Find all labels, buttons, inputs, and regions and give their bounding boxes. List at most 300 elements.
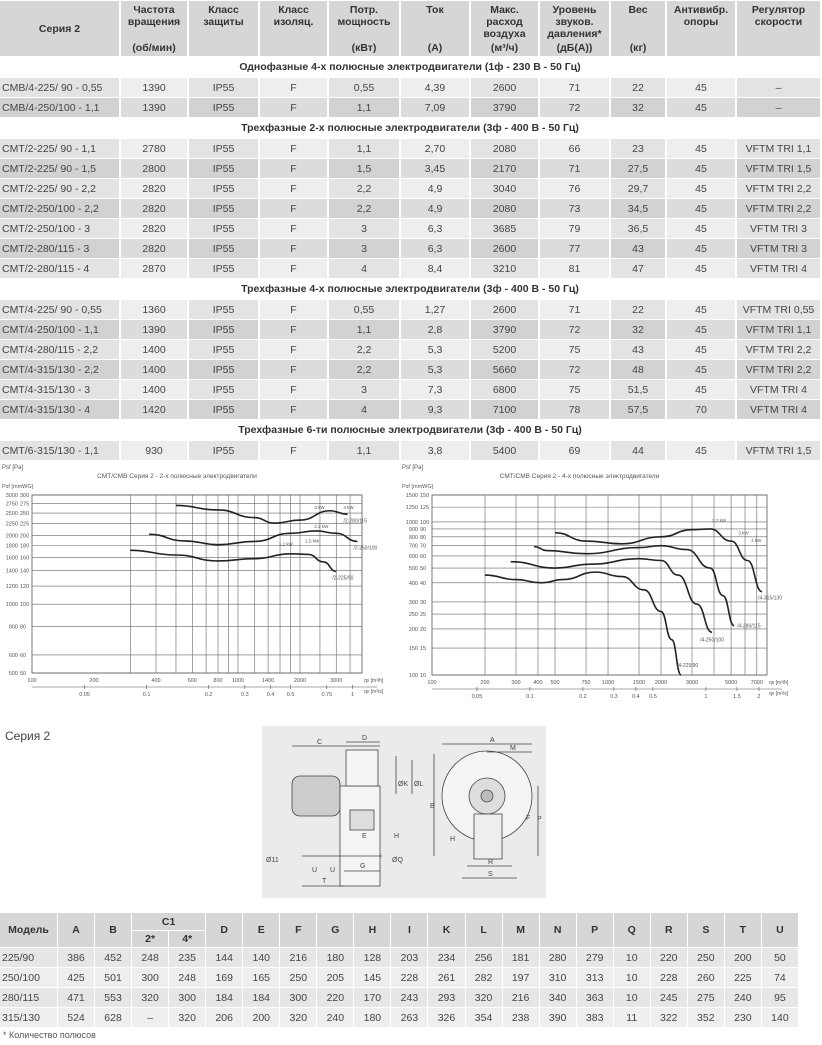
model-name: CMT/2-280/115 - 4 [0, 259, 119, 278]
cell: 145 [354, 968, 390, 987]
chart-title: CMT/CMB Серия 2 - 4-х полюсные электродвигатели [499, 473, 660, 480]
x-tick-label: 200 [480, 680, 490, 686]
cell: 45 [667, 199, 735, 218]
cell: 230 [725, 1008, 761, 1027]
cell: 4 [329, 400, 399, 419]
x2-tick-label: 0.4 [632, 694, 640, 700]
cell: F [260, 441, 327, 460]
svg-text:U: U [330, 867, 336, 874]
cell: 72 [540, 360, 609, 379]
cell: 3790 [471, 98, 538, 117]
y2-tick-label: 120 [20, 584, 30, 591]
cell: 169 [206, 968, 242, 987]
x2-tick-label: 0.5 [649, 694, 657, 700]
y-tick-label: 600 [8, 652, 18, 659]
cell: 27,5 [611, 159, 665, 178]
cell: 4 [329, 259, 399, 278]
cell: 279 [577, 948, 613, 967]
cell: 45 [667, 340, 735, 359]
dim-header: E [243, 913, 279, 947]
column-header [540, 1, 609, 56]
section-title: Однофазные 4-х полюсные электродвигатели (1ф - 230 В - 50 Гц) [0, 57, 820, 77]
y-tick-label: 2750 [5, 501, 18, 508]
cell: 7,3 [401, 380, 469, 399]
cell: 0,55 [329, 78, 399, 97]
cell: F [260, 139, 327, 158]
cell: 2,2 [329, 360, 399, 379]
cell: 300 [169, 988, 205, 1007]
cell: 282 [466, 968, 502, 987]
cell: 248 [132, 948, 168, 967]
y2-tick-label: 200 [20, 533, 30, 540]
series-label: Серия 2 [5, 729, 51, 743]
cell: 2820 [121, 239, 187, 258]
y2-tick-label: 10 [420, 673, 427, 679]
cell: F [260, 259, 327, 278]
cell: 34,5 [611, 199, 665, 218]
model-name: 280/115 [0, 988, 57, 1007]
column-header [471, 1, 538, 56]
y-tick-label: 800 [408, 534, 418, 541]
cell: 45 [667, 441, 735, 460]
cell: 313 [577, 968, 613, 987]
pole-subheader: 4* [169, 931, 205, 947]
cell: 45 [667, 179, 735, 198]
y-tick-label: 300 [408, 599, 418, 606]
y2-tick-label: 25 [420, 612, 427, 619]
cell: 1,1 [329, 441, 399, 460]
table-row [0, 259, 820, 278]
column-title: Серия 2 [38, 22, 81, 35]
cell: 184 [243, 988, 279, 1007]
y-tick-label: 2250 [5, 521, 18, 528]
y-tick-label: 1400 [5, 568, 18, 575]
cell: 240 [317, 1008, 353, 1027]
svg-text:C: C [317, 739, 323, 746]
y2-tick-label: 60 [420, 553, 427, 560]
svg-text:Ø11: Ø11 [266, 857, 279, 864]
cell: 322 [651, 1008, 687, 1027]
cell: 8,4 [401, 259, 469, 278]
cell: 78 [540, 400, 609, 419]
cell: 2820 [121, 199, 187, 218]
x-tick-label: 300 [511, 680, 521, 686]
cell: IP55 [189, 380, 258, 399]
y2-tick-label: 225 [20, 521, 30, 528]
section-row [0, 420, 820, 440]
x2-tick-label: 0.1 [526, 694, 534, 700]
cell: IP55 [189, 340, 258, 359]
cell: 36,5 [611, 219, 665, 238]
cell: 3685 [471, 219, 538, 238]
y-tick-label: 900 [408, 526, 418, 533]
cell: 3790 [471, 320, 538, 339]
cell: 43 [611, 340, 665, 359]
cell: IP55 [189, 139, 258, 158]
cell: 165 [243, 968, 279, 987]
cell: 234 [428, 948, 464, 967]
cell: 310 [540, 968, 576, 987]
cell: IP55 [189, 400, 258, 419]
cell: 228 [391, 968, 427, 987]
cell: IP55 [189, 300, 258, 319]
column-title: Потр. мощность [337, 4, 391, 28]
y-tick-label: 2000 [5, 533, 18, 540]
table-row [0, 968, 798, 987]
table-row [0, 360, 820, 379]
column-header [401, 1, 469, 56]
cell: 170 [354, 988, 390, 1007]
cell: 45 [667, 380, 735, 399]
x2-tick-label: 1.5 [733, 694, 741, 700]
svg-text:G: G [360, 863, 366, 870]
y-tick-label: 150 [408, 646, 418, 653]
column-header [121, 1, 187, 56]
y2-tick-label: 80 [420, 534, 427, 541]
cell: 66 [540, 139, 609, 158]
cell: 184 [206, 988, 242, 1007]
cell: 6800 [471, 380, 538, 399]
cell: 216 [503, 988, 539, 1007]
cell: 2780 [121, 139, 187, 158]
cell: 501 [95, 968, 131, 987]
table-row [0, 139, 820, 158]
y-tick-label: 1000 [405, 519, 418, 526]
cell: 144 [206, 948, 242, 967]
cell: 4,39 [401, 78, 469, 97]
cell: 6,3 [401, 239, 469, 258]
cell: 256 [466, 948, 502, 967]
cell: 326 [428, 1008, 464, 1027]
cell: 220 [317, 988, 353, 1007]
table-row [0, 239, 820, 258]
dim-header: N [540, 913, 576, 947]
dim-header: L [466, 913, 502, 947]
x2-tick-label: 0.05 [471, 694, 483, 700]
table-row [0, 1008, 798, 1027]
cell: 452 [95, 948, 131, 967]
y2-tick-label: 60 [20, 652, 27, 659]
model-name: CMT/2-225/ 90 - 1,1 [0, 139, 119, 158]
y2-tick-label: 50 [420, 566, 427, 573]
chart-2-pole [0, 460, 400, 705]
column-title: Антивибр. опоры [673, 4, 729, 28]
column-unit: (кг) [629, 42, 647, 54]
cell: 128 [354, 948, 390, 967]
column-title: Уровень звуков. давления* [547, 4, 602, 40]
cell: VFTM TRI 3 [737, 239, 820, 258]
x-tick-label: 750 [581, 680, 591, 686]
y-tick-label: 500 [8, 671, 18, 677]
cell: F [260, 320, 327, 339]
svg-text:F: F [526, 815, 531, 822]
cell: 7100 [471, 400, 538, 419]
dim-header: U [762, 913, 798, 947]
y2-axis-label: Psf [mmWG] [2, 484, 34, 490]
cell: 1400 [121, 340, 187, 359]
cell: F [260, 179, 327, 198]
column-header [189, 1, 258, 56]
dim-header: A [58, 913, 94, 947]
model-name: CMB/4-250/100 - 1,1 [0, 98, 119, 117]
cell: 553 [95, 988, 131, 1007]
side-view [292, 742, 412, 886]
model-name: CMB/4-225/ 90 - 0,55 [0, 78, 119, 97]
cell: 628 [95, 1008, 131, 1027]
series-label: /4-225/90 [677, 663, 699, 669]
y-tick-label: 250 [408, 612, 418, 619]
svg-text:B: B [430, 803, 435, 810]
cell: 71 [540, 78, 609, 97]
cell: 4,9 [401, 199, 469, 218]
cell: 45 [667, 300, 735, 319]
cell: 45 [667, 239, 735, 258]
y-axis-label: Psf [Pa] [402, 465, 424, 471]
cell: – [737, 78, 820, 97]
cell: 43 [611, 239, 665, 258]
plot-area [32, 495, 362, 673]
y2-tick-label: 50 [20, 671, 27, 677]
column-header [0, 1, 119, 56]
cell: IP55 [189, 259, 258, 278]
cell: VFTM TRI 2,2 [737, 179, 820, 198]
x-tick-label: 400 [151, 678, 161, 684]
y-tick-label: 3000 [5, 493, 18, 499]
series-label: /2-225/90 [332, 575, 354, 582]
x2-tick-label: 0.2 [204, 692, 213, 698]
model-name: CMT/4-315/130 - 2,2 [0, 360, 119, 379]
power-annotation: 2,2 kW [712, 517, 727, 523]
model-name: CMT/4-315/130 - 4 [0, 400, 119, 419]
cell: 386 [58, 948, 94, 967]
cell: 6,3 [401, 219, 469, 238]
cell: 2,2 [329, 340, 399, 359]
cell: F [260, 380, 327, 399]
cell: 48 [611, 360, 665, 379]
x-tick-label: 600 [187, 678, 197, 684]
cell: 140 [243, 948, 279, 967]
table-row [0, 219, 820, 238]
svg-text:E: E [362, 833, 367, 840]
cell: 293 [428, 988, 464, 1007]
dim-header: S [688, 913, 724, 947]
table-row [0, 340, 820, 359]
cell: 243 [391, 988, 427, 1007]
cell: VFTM TRI 1,5 [737, 441, 820, 460]
column-unit: (об/мин) [132, 42, 176, 54]
cell: 2,2 [329, 179, 399, 198]
section-title: Трехфазные 2-х полюсные электродвигатели (3ф - 400 В - 50 Гц) [0, 118, 820, 138]
svg-text:D: D [362, 735, 368, 742]
cell: 22 [611, 78, 665, 97]
cell: – [132, 1008, 168, 1027]
y-tick-label: 2500 [5, 511, 18, 518]
section-row [0, 118, 820, 138]
model-name: CMT/2-280/115 - 3 [0, 239, 119, 258]
svg-text:S: S [488, 871, 493, 878]
table-row [0, 199, 820, 218]
cell: 930 [121, 441, 187, 460]
cell: 32 [611, 98, 665, 117]
x-axis-label: qv [m³/h] [364, 678, 384, 684]
cell: 2800 [121, 159, 187, 178]
column-unit: (м³/ч) [490, 42, 519, 54]
dim-header: B [95, 913, 131, 947]
cell: 363 [577, 988, 613, 1007]
cell: 1420 [121, 400, 187, 419]
svg-text:ØK: ØK [398, 781, 409, 788]
cell: 3210 [471, 259, 538, 278]
y2-tick-label: 100 [420, 519, 430, 526]
cell: 2,8 [401, 320, 469, 339]
series-label: /4-280/115 [737, 623, 761, 630]
x2-tick-label: 0.05 [79, 692, 90, 698]
y-tick-label: 1600 [5, 555, 18, 562]
cell: F [260, 340, 327, 359]
cell: 2600 [471, 239, 538, 258]
series-curve [485, 572, 681, 675]
cell: 81 [540, 259, 609, 278]
cell: 225 [725, 968, 761, 987]
cell: F [260, 159, 327, 178]
cell: F [260, 300, 327, 319]
cell: 2820 [121, 219, 187, 238]
x-tick-label: 2000 [293, 678, 307, 684]
cell: 390 [540, 1008, 576, 1027]
cell: 51,5 [611, 380, 665, 399]
model-header: Модель [0, 913, 57, 947]
cell: 2870 [121, 259, 187, 278]
cell: 10 [614, 968, 650, 987]
cell: 205 [317, 968, 353, 987]
spec-header-row [0, 1, 820, 56]
section-row [0, 279, 820, 299]
x-axis-label: qv [m³/h] [769, 680, 789, 686]
table-row [0, 78, 820, 97]
cell: 22 [611, 300, 665, 319]
x-tick-label: 200 [89, 678, 99, 684]
model-name: CMT/6-315/130 - 1,1 [0, 441, 119, 460]
cell: 76 [540, 179, 609, 198]
dims-header-row [0, 913, 798, 930]
y2-tick-label: 80 [20, 624, 27, 631]
x-tick-label: 3000 [685, 680, 699, 686]
cell: 1390 [121, 98, 187, 117]
cell: VFTM TRI 4 [737, 380, 820, 399]
svg-text:P: P [537, 816, 542, 823]
dim-header: K [428, 913, 464, 947]
column-title: Класс изоляц. [273, 4, 314, 28]
cell: VFTM TRI 2,2 [737, 199, 820, 218]
model-name: CMT/2-225/ 90 - 1,5 [0, 159, 119, 178]
power-annotation: 1,1 kW [278, 541, 293, 547]
column-title: Макс. расход воздуха [483, 4, 526, 40]
y2-tick-label: 160 [20, 555, 30, 562]
series-curve [130, 550, 336, 571]
x2-tick-label: 0.3 [241, 692, 249, 698]
y2-tick-label: 250 [20, 511, 30, 518]
pole-subheader: 2* [132, 931, 168, 947]
section-title: Трехфазные 4-х полюсные электродвигатели (3ф - 400 В - 50 Гц) [0, 279, 820, 299]
cell: 72 [540, 320, 609, 339]
table-row [0, 988, 798, 1007]
cell: 1400 [121, 380, 187, 399]
cell: 23 [611, 139, 665, 158]
series-label: /2-280/115 [343, 518, 368, 525]
y-tick-label: 1500 [405, 493, 418, 499]
y-tick-label: 400 [408, 580, 418, 587]
table-row [0, 98, 820, 117]
dim-header: Q [614, 913, 650, 947]
cell: F [260, 400, 327, 419]
cell: 44 [611, 441, 665, 460]
column-header [260, 1, 327, 56]
y2-tick-label: 90 [420, 526, 427, 533]
x-tick-label: 100 [427, 680, 437, 686]
power-annotation: 3 kW [738, 530, 749, 536]
cell: VFTM TRI 4 [737, 259, 820, 278]
cell: 206 [206, 1008, 242, 1027]
x-tick-label: 1400 [261, 678, 275, 684]
x2-tick-label: 2 [757, 694, 761, 700]
cell: F [260, 98, 327, 117]
svg-text:H: H [450, 836, 456, 843]
y-tick-label: 1250 [405, 505, 418, 512]
x-tick-label: 3000 [330, 678, 343, 684]
cell: F [260, 360, 327, 379]
cell: 1360 [121, 300, 187, 319]
series-curve [511, 559, 712, 633]
cell: 180 [317, 948, 353, 967]
cell: 354 [466, 1008, 502, 1027]
cell: 1,5 [329, 159, 399, 178]
cell: 275 [688, 988, 724, 1007]
section-row [0, 57, 820, 77]
cell: 2820 [121, 179, 187, 198]
x-tick-label: 100 [27, 678, 37, 684]
cell: 260 [688, 968, 724, 987]
x-tick-label: 400 [533, 680, 543, 686]
svg-text:R: R [488, 859, 494, 866]
dim-header: F [280, 913, 316, 947]
cell: 45 [667, 78, 735, 97]
y2-tick-label: 180 [20, 543, 30, 550]
svg-text:ØQ: ØQ [392, 857, 403, 864]
cell: 238 [503, 1008, 539, 1027]
column-header [611, 1, 665, 56]
model-name: CMT/4-225/ 90 - 0,55 [0, 300, 119, 319]
cell: 471 [58, 988, 94, 1007]
table-row [0, 300, 820, 319]
model-name: CMT/2-225/ 90 - 2,2 [0, 179, 119, 198]
cell: 47 [611, 259, 665, 278]
cell: 1390 [121, 320, 187, 339]
cell: 2170 [471, 159, 538, 178]
model-name: CMT/2-250/100 - 2,2 [0, 199, 119, 218]
x-tick-label: 1500 [632, 680, 646, 686]
power-annotation: 4 kW [751, 537, 762, 543]
cell: 300 [132, 968, 168, 987]
cell: 95 [762, 988, 798, 1007]
cell: IP55 [189, 360, 258, 379]
dim-header: I [391, 913, 427, 947]
x2-tick-label: 1 [704, 694, 708, 700]
cell: 75 [540, 380, 609, 399]
y2-tick-label: 70 [420, 543, 427, 550]
cell: 228 [651, 968, 687, 987]
cell: IP55 [189, 159, 258, 178]
x2-tick-label: 1 [351, 692, 355, 698]
